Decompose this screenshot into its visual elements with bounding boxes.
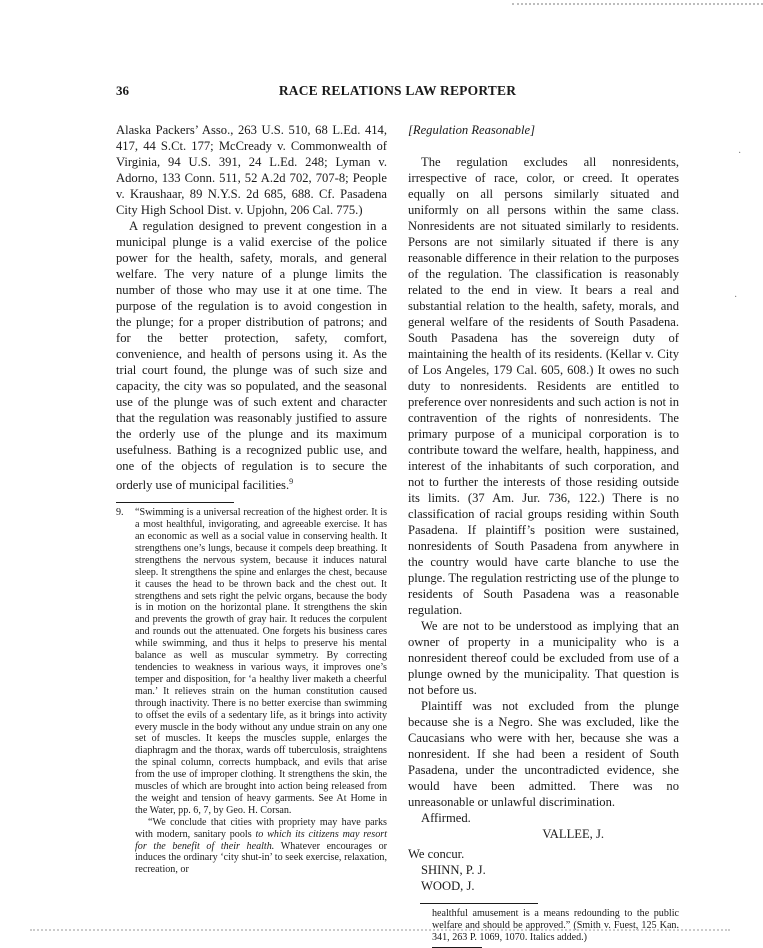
footnote-9-conclusion: healthful amusement is a means redounding to the public welfare and should be approved.” (Smith v. Fuest, 125 Kan. 341, 263 P. 1069, 1070. Italics added.)	[432, 908, 679, 943]
scan-speck: ·	[734, 292, 738, 303]
footnote-rule	[420, 903, 538, 904]
paragraph-not-excluded: Plaintiff was not excluded from the plunge because she is a Negro. She was excluded, like the Caucasians who were with her, because she was a nonresident. If she had been a resident of South Pasadena, under the uncontradicted evidence, she would have been admitted. There was no unreasonable or unlawful discrimination.	[408, 699, 679, 809]
running-title: RACE RELATIONS LAW REPORTER	[278, 83, 517, 98]
footnote-ref: 9	[289, 477, 294, 486]
paragraph-not-implying: We are not to be understood as implying that an owner of property in a municipality who is a nonresident thereof could be excluded from use of a plunge owned by the municipality. That question is not before us.	[408, 619, 679, 697]
section-heading: [Regulation Reasonable]	[408, 123, 535, 137]
scan-artifact-top	[512, 3, 763, 5]
footnote-9	[116, 507, 387, 817]
footnote-text: “Swimming is a universal recreation of the highest order. It is a most healthful, invigorating, and agreeable exercise. It has an economic as well as a social value in conserving health. It strengthens one’s lungs, because it compels deep breathing. It strengthens the nervous system, because it induces natural sleep. It strengthens the spine and enlarges the chest, because it causes the head to be thrown back and the chest out. It strengthens and sets right the pelvic organs, because the body is in motion on the horizontal plane. It strengthens the skin and prevents the growth of gray hair. It reduces the corpulent and rounds out the attenuated. One forgets his business cares while swimming, and thus it helps to preserve his mental balance as well as muscular symmetry. By correcting tendencies to weakness in various ways, it improves one’s temper and disposition, for ‘a healthy liver maketh a cheerful man.’ It relieves strain on the human constitution caused through inactivity. There is no better exercise than swimming to offset the evils of a sedentary life, as it brings into activity every muscle in the body without any undue strain on any one set of muscles. It keeps the muscles supple, enlarges the diaphragm and the thorax, wards off tuberculosis, straightens the spinal column, corrects humpback, and evils that arise from the use of improper clothing. It strengthens the skin, the muscles of which are brought into action being released from the weight and tension of heavy garments. See At Home in the Water, pp. 6, 7, by Geo. H. Corsan.	[135, 507, 387, 816]
footnote-number: 9.	[116, 507, 124, 519]
concurring-judge: SHINN, P. J.	[421, 863, 486, 877]
page-number: 36	[116, 83, 129, 98]
right-column	[408, 122, 679, 948]
concurrence: We concur.	[408, 847, 465, 861]
left-column	[116, 122, 387, 876]
citation-continuation: Alaska Packers’ Asso., 263 U.S. 510, 68 L.Ed. 414, 417, 44 S.Ct. 177; McCready v. Commonwealth of Virginia, 94 U.S. 391, 24 L.Ed. 248; Lyman v. Adorno, 133 Conn. 511, 52 A.2d 702, 707-8; People v. Kraushaar, 89 N.Y.S. 2d 685, 688. Cf. Pasadena City High School Dist. v. Upjohn, 206 Cal. 775.)	[116, 123, 387, 217]
footnote-9-continued	[116, 817, 387, 877]
footnote-quote-end: Whatever encourages or induces the ordinary ‘city shut-in’ to seek exercise, relaxation, recreation, or	[135, 840, 387, 876]
paragraph-regulation-reasonable: The regulation excludes all nonresidents, irrespective of race, color, or creed. It operates equally on all persons similarly situated and uniformly on all persons within the same class. Nonresidents are not situated similarly to residents. Persons are not similarly situated if there is any reasonable difference in their relation to the purposes of the regulation. The classification is reasonably related to the end in view. It bears a real and substantial relation to the health, safety, morals, and general welfare of the residents of South Pasadena. South Pasadena has the sovereign duty of maintaining the health of its residents. (Kellar v. City of Los Angeles, 179 Cal. 605, 608.) It owes no such duty to nonresidents. Residents are entitled to preference over nonresidents and such action is not in contravention of the rights of nonresidents. The primary purpose of a municipal corporation is to contribute toward the welfare, health, happiness, and interest of the inhabitants of such corporation, and not to further the interests of those residing outside its limits. (37 Am. Jur. 736, 122.) There is no classification of racial groups residing within South Pasadena. If plaintiff’s position were sustained, nonresidents of South Pasadena from anywhere in the country would have carte blanche to use the plunge. The regulation restricting use of the plunge to residents of South Pasadena was a reasonable regulation.	[408, 155, 679, 617]
footnote-quote-start: “We conclude that cities with propriety may have parks with modern, sanitary pools	[135, 816, 387, 840]
opinion-author: VALLEE, J.	[542, 827, 604, 841]
footnote-rule	[116, 502, 234, 503]
paragraph-regulation-valid	[116, 218, 387, 493]
scan-speck: ·	[738, 148, 742, 159]
concurring-judge: WOOD, J.	[421, 879, 475, 893]
disposition: Affirmed.	[421, 811, 471, 825]
paragraph-text: A regulation designed to prevent congestion in a municipal plunge is a valid exercise of the police power for the health, safety, morals, and general welfare. The very nature of a plunge limits the number of those who may use it at one time. The purpose of the regulation is to avoid congestion in the plunge; for a proper distribution of patrons; and for the better protection, safety, comfort, convenience, and health of persons using it. As the trial court found, the plunge was of such size and capacity, the city was so populated, and the seasonal use of the plunge was of such extent and character that the regulation was reasonably justified to assure the orderly use of the plunge and its maximum usefulness. Bathing is a recognized public use, and one of the objects of regulation is to secure the orderly use of municipal facilities.	[116, 219, 387, 493]
footnote-quote-italic: to which its citizens may resort for the benefit of their health.	[135, 828, 387, 852]
